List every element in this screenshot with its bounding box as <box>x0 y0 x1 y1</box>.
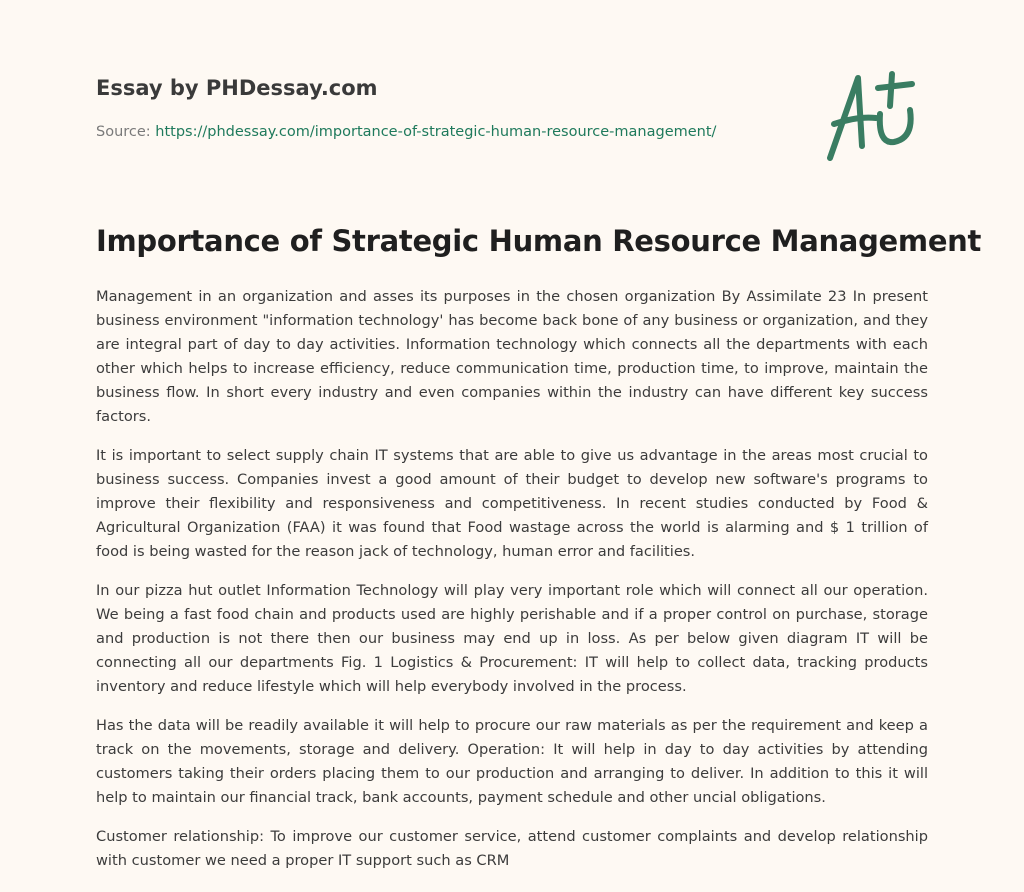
paragraph: Management in an organization and asses its purposes in the chosen organization By Assimilate 23 In present business environment "information technology' has become back bone of any business or organization, and they are integral part of day to day activities. Information technology which connects all the departments with each other which helps to increase efficiency, reduce communication time, production time, to improve, maintain the business flow. In short every industry and even companies within the industry can have different key success factors. <box>96 288 928 425</box>
site-brand: Essay by PHDessay.com <box>96 76 378 100</box>
article-title: Importance of Strategic Human Resource Management <box>96 224 982 258</box>
paragraph: In our pizza hut outlet Information Technology will play very important role which will connect all our operation. We being a fast food chain and products used are highly perishable and if a proper control on purchase, storage and production is not there then our business may end up in loss. As per below given diagram IT will be connecting all our departments Fig. 1 Logistics & Procurement: IT will help to collect data, tracking products inventory and reduce lifestyle which will help everybody involved in the process. <box>96 582 928 695</box>
paragraph: Has the data will be readily available it will help to procure our raw materials as per the requirement and keep a track on the movements, storage and delivery. Operation: It will help in day to day activities by attending customers taking their orders placing them to our production and arranging to deliver. In addition to this it will help to maintain our financial track, bank accounts, payment schedule and other uncial obligations. <box>96 717 928 806</box>
a-plus-logo-icon <box>818 66 928 166</box>
source-line <box>96 124 716 140</box>
source-link[interactable]: https://phdessay.com/importance-of-strategic-human-resource-management/ <box>155 124 717 140</box>
article-body <box>96 285 928 888</box>
source-label: Source: <box>96 124 151 140</box>
paragraph: Customer relationship: To improve our customer service, attend customer complaints and develop relationship with customer we need a proper IT support such as CRM <box>96 828 928 869</box>
paragraph: It is important to select supply chain IT systems that are able to give us advantage in the areas most crucial to business success. Companies invest a good amount of their budget to develop new software's programs to improve their flexibility and responsiveness and competitiveness. In recent studies conducted by Food & Agricultural Organization (FAA) it was found that Food wastage across the world is alarming and $ 1 trillion of food is being wasted for the reason jack of technology, human error and facilities. <box>96 447 928 560</box>
